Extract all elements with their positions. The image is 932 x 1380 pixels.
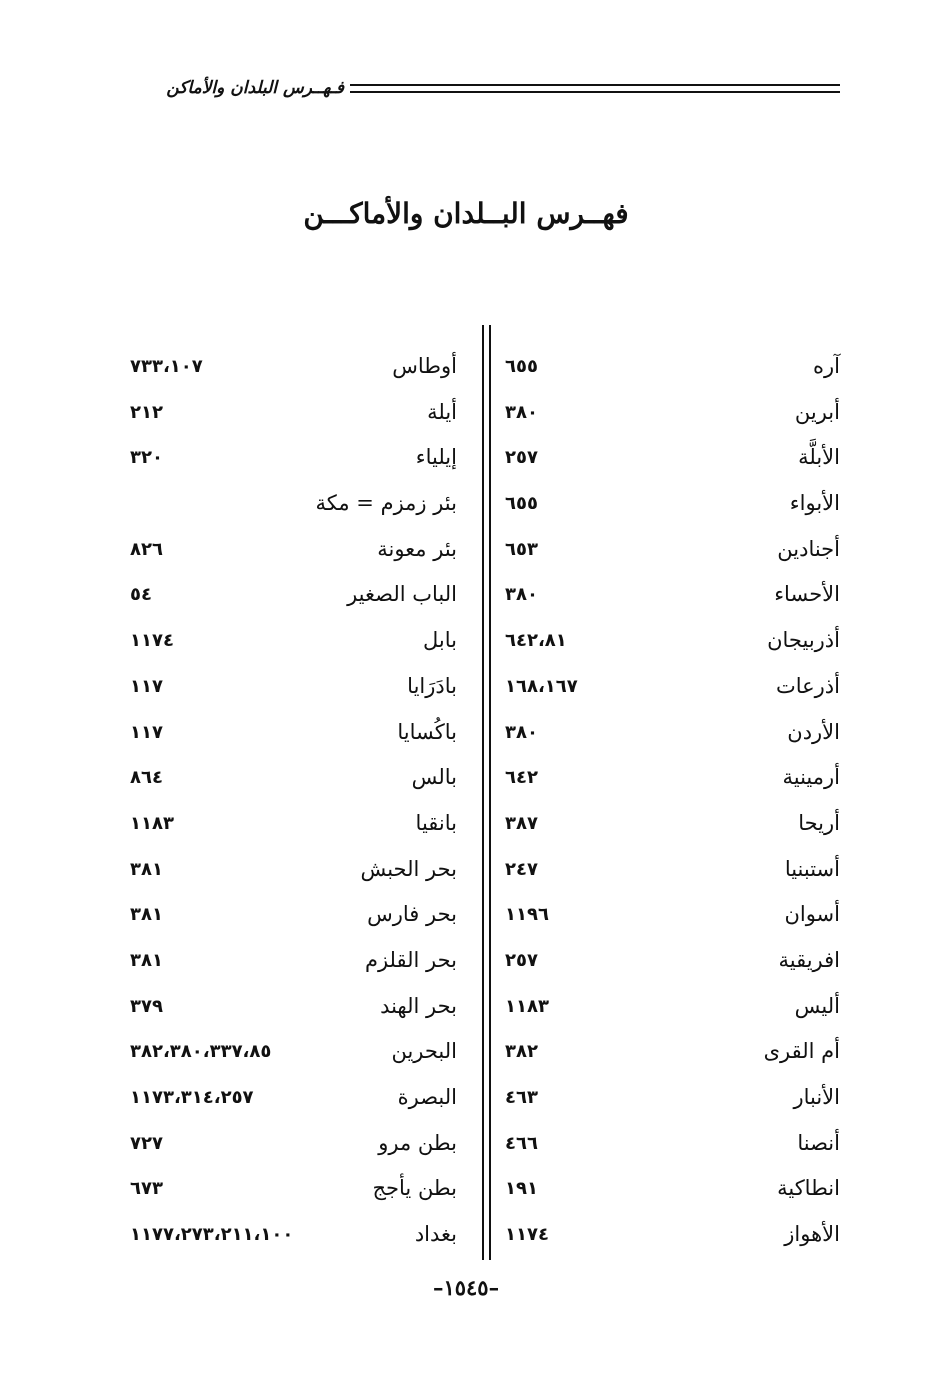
place-name: أجنادين bbox=[777, 536, 840, 561]
page-references: ٨٦٤ bbox=[130, 767, 163, 789]
page-references: ٦٧٣ bbox=[130, 1178, 163, 1200]
place-name: بحر فارس bbox=[367, 902, 457, 927]
page-references: ٦٥٥ bbox=[505, 356, 538, 377]
page-references: ١١٩٦ bbox=[505, 904, 549, 926]
index-entry bbox=[130, 618, 457, 664]
index-entry bbox=[505, 618, 840, 664]
index-entry bbox=[505, 755, 840, 801]
place-name: الأبواء bbox=[789, 491, 840, 516]
page-references: ٤٦٦ bbox=[505, 1132, 538, 1154]
place-name: أيلة bbox=[427, 399, 457, 424]
page-references: ٣٨٢ bbox=[505, 1041, 538, 1063]
page-references: ٣٨٠ bbox=[505, 584, 538, 606]
place-name: بطن مرو bbox=[378, 1130, 457, 1155]
place-name: آره bbox=[813, 354, 840, 378]
place-name: بالس bbox=[411, 765, 457, 790]
index-entry bbox=[505, 984, 840, 1030]
index-entry bbox=[130, 1029, 457, 1075]
index-entry bbox=[505, 481, 840, 527]
index-entry bbox=[130, 755, 457, 801]
index-entry bbox=[130, 1166, 457, 1212]
place-name: البصرة bbox=[397, 1085, 457, 1109]
index-entry bbox=[130, 664, 457, 710]
page-references: ٧٢٧ bbox=[130, 1132, 163, 1154]
index-entry bbox=[130, 344, 457, 390]
index-entry bbox=[505, 710, 840, 756]
place-name: الأحساء bbox=[774, 582, 840, 607]
index-entry bbox=[505, 1075, 840, 1121]
running-header bbox=[130, 74, 840, 104]
index-entry bbox=[505, 1029, 840, 1075]
place-name: بحر القلزم bbox=[364, 947, 457, 972]
index-entry bbox=[130, 435, 457, 481]
place-name: الأهواز bbox=[784, 1222, 840, 1247]
place-name: الأنبار bbox=[793, 1085, 840, 1109]
index-entry bbox=[505, 1121, 840, 1167]
page-number: –١٥٤٥– bbox=[432, 1275, 500, 1300]
index-entry bbox=[130, 1075, 457, 1121]
place-name: أستبنيا bbox=[784, 856, 840, 881]
index-entry bbox=[130, 1212, 457, 1258]
page-references: ٥٤ bbox=[130, 584, 152, 606]
index-entry bbox=[505, 1212, 840, 1258]
page-references: ٣٨٠ bbox=[505, 401, 538, 423]
index-entry bbox=[130, 710, 457, 756]
place-name: بحر الهند bbox=[380, 993, 457, 1018]
page-references: ٣٢٠ bbox=[130, 447, 163, 469]
index-column-left bbox=[130, 344, 457, 1258]
page-references: ١١٧٧،٢٧٣،٢١١،١٠٠ bbox=[130, 1224, 294, 1246]
place-name: أم القرى bbox=[763, 1039, 840, 1064]
page-references: ٨٢٦ bbox=[130, 538, 163, 560]
page-references: ٢٥٧ bbox=[505, 949, 538, 971]
place-name: إيلياء bbox=[415, 445, 457, 470]
place-name: افريقية bbox=[778, 947, 840, 972]
page-references: ٧٣٣،١٠٧ bbox=[130, 356, 203, 377]
index-entry bbox=[505, 1166, 840, 1212]
page-references: ٣٨١ bbox=[130, 904, 163, 926]
place-name: أنصنا bbox=[797, 1130, 840, 1155]
place-name: بانقيا bbox=[415, 810, 457, 835]
index-entry bbox=[505, 938, 840, 984]
place-name: انطاكية bbox=[777, 1176, 840, 1201]
index-entry bbox=[505, 801, 840, 847]
page-references: ١١٨٣ bbox=[130, 812, 174, 834]
page-references: ١١٧٣،٣١٤،٢٥٧ bbox=[130, 1087, 254, 1108]
page-references: ٦٥٣ bbox=[505, 538, 538, 560]
page-references: ٤٦٣ bbox=[505, 1087, 538, 1108]
index-entry bbox=[505, 344, 840, 390]
page-references: ٢١٢ bbox=[130, 401, 163, 423]
place-name: أذربيجان bbox=[767, 628, 840, 653]
place-name: أريحا bbox=[798, 810, 840, 835]
index-entry bbox=[130, 390, 457, 436]
index-column-right bbox=[505, 344, 840, 1258]
place-name: بادَرَايا bbox=[407, 673, 457, 698]
index-entry bbox=[130, 572, 457, 618]
page-references: ٣٨١ bbox=[130, 858, 163, 880]
place-name: البحرين bbox=[391, 1039, 457, 1064]
index-entry bbox=[130, 847, 457, 893]
page-references: ٢٥٧ bbox=[505, 447, 538, 469]
page-references: ٣٨١ bbox=[130, 949, 163, 971]
place-name: أسوان bbox=[784, 902, 840, 927]
index-entry bbox=[130, 984, 457, 1030]
place-name: بئر زمزم = مكة bbox=[315, 491, 457, 516]
place-name: باكُسايا bbox=[397, 719, 457, 744]
index-entry bbox=[505, 892, 840, 938]
index-entry bbox=[505, 664, 840, 710]
index-entry bbox=[505, 847, 840, 893]
page-references: ١١٧٤ bbox=[505, 1224, 549, 1246]
running-title: فـهــرس البلدان والأماكن bbox=[166, 78, 344, 98]
index-entry bbox=[505, 390, 840, 436]
page-references: ٢٤٧ bbox=[505, 858, 538, 880]
place-name: أبرين bbox=[794, 399, 840, 424]
index-entry bbox=[130, 481, 457, 527]
page-references: ٣٨٢،٣٨٠،٣٣٧،٨٥ bbox=[130, 1041, 272, 1063]
place-name: بغداد bbox=[414, 1222, 457, 1247]
header-double-rule bbox=[350, 84, 840, 93]
page-references: ٣٧٩ bbox=[130, 995, 163, 1017]
page-references: ١٦٨،١٦٧ bbox=[505, 675, 578, 697]
place-name: بطن يأجج bbox=[372, 1176, 457, 1201]
place-name: أرمينية bbox=[782, 765, 840, 790]
place-name: الأبلَّة bbox=[798, 445, 840, 470]
page-references: ١١٧ bbox=[130, 721, 163, 743]
place-name: أوطاس bbox=[392, 354, 457, 378]
place-name: بابل bbox=[423, 628, 457, 653]
page-references: ٣٨٧ bbox=[505, 812, 538, 834]
page-references: ١١٨٣ bbox=[505, 995, 549, 1017]
page-references: ١١٧٤ bbox=[130, 630, 174, 652]
index-entry bbox=[505, 527, 840, 573]
page-references: ١٩١ bbox=[505, 1178, 538, 1200]
page-references: ٦٤٢ bbox=[505, 767, 538, 789]
place-name: بئر معونة bbox=[377, 536, 457, 561]
page-references: ١١٧ bbox=[130, 675, 163, 697]
place-name: الباب الصغير bbox=[347, 582, 457, 607]
index-entry bbox=[505, 435, 840, 481]
place-name: أليس bbox=[794, 993, 840, 1018]
page-references: ٣٨٠ bbox=[505, 721, 538, 743]
index-entry bbox=[130, 892, 457, 938]
index-entry bbox=[130, 801, 457, 847]
index-entry bbox=[130, 527, 457, 573]
column-divider bbox=[482, 325, 491, 1260]
place-name: بحر الحبش bbox=[360, 856, 457, 881]
index-entry bbox=[130, 1121, 457, 1167]
index-entry bbox=[130, 938, 457, 984]
place-name: الأردن bbox=[787, 719, 840, 744]
page-title: فهــرس البــلدان والأماكـــن bbox=[303, 197, 629, 230]
index-entry bbox=[505, 572, 840, 618]
place-name: أذرعات bbox=[775, 673, 840, 698]
page-references: ٦٥٥ bbox=[505, 493, 538, 515]
page-references: ٦٤٢،٨١ bbox=[505, 630, 567, 652]
